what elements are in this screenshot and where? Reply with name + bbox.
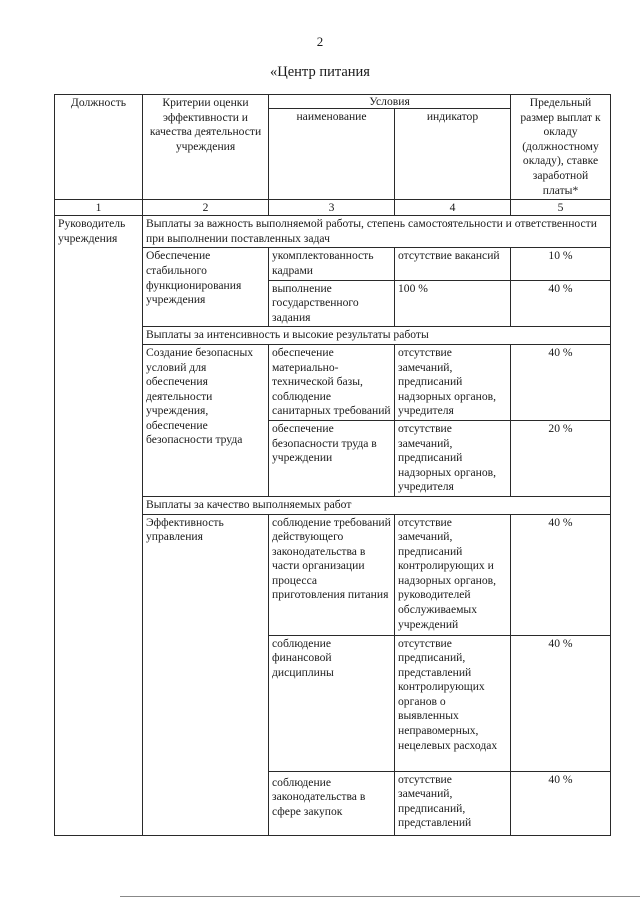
condition-indicator: отсутствие замечаний, предписаний надзорных органов, учредителя xyxy=(395,420,511,496)
condition-name: соблюдение законодательства в сфере закупок xyxy=(269,771,395,835)
limit-value: 40 % xyxy=(511,635,611,771)
header-row xyxy=(55,95,611,109)
column-number: 5 xyxy=(511,200,611,216)
column-numbers-row xyxy=(55,200,611,216)
header-criteria: Критерии оценки эффективности и качества деятельности учреждения xyxy=(143,95,269,200)
limit-value: 40 % xyxy=(511,771,611,835)
limit-value: 20 % xyxy=(511,420,611,496)
limit-value: 40 % xyxy=(511,344,611,420)
column-number: 3 xyxy=(269,200,395,216)
condition-indicator: отсутствие вакансий xyxy=(395,248,511,280)
column-number: 4 xyxy=(395,200,511,216)
condition-name: соблюдение требований действующего законодательства в части организации процесса приготовления питания xyxy=(269,514,395,635)
condition-name: соблюдение финансовой дисциплины xyxy=(269,635,395,771)
condition-indicator: отсутствие предписаний, представлений контролирующих органов о выявленных неправомерных, нецелевых расходах xyxy=(395,635,511,771)
limit-value: 40 % xyxy=(511,514,611,635)
header-indicator: индикатор xyxy=(395,109,511,200)
header-position: Должность xyxy=(55,95,143,200)
condition-indicator: отсутствие замечаний, предписаний, представлений xyxy=(395,771,511,835)
condition-indicator: отсутствие замечаний, предписаний надзорных органов, учредителя xyxy=(395,344,511,420)
section-title: Выплаты за качество выполняемых работ xyxy=(143,496,611,514)
bottom-rule xyxy=(120,896,640,897)
criteria-cell: Обеспечение стабильного функционирования учреждения xyxy=(143,248,269,327)
section-title: Выплаты за интенсивность и высокие результаты работы xyxy=(143,327,611,345)
column-number: 2 xyxy=(143,200,269,216)
document-title: «Центр питания xyxy=(270,64,370,80)
position-cell: Руководитель учреждения xyxy=(55,216,143,835)
header-name: наименование xyxy=(269,109,395,200)
limit-value: 40 % xyxy=(511,280,611,327)
section-title-row xyxy=(55,216,611,248)
criteria-cell: Создание безопасных условий для обеспечения деятельности учреждения, обеспечение безопасности труда xyxy=(143,344,269,496)
condition-name: укомплектованность кадрами xyxy=(269,248,395,280)
condition-indicator: отсутствие замечаний, предписаний контролирующих и надзорных органов, руководителей обслуживаемых учреждений xyxy=(395,514,511,635)
condition-name: выполнение государственного задания xyxy=(269,280,395,327)
condition-name: обеспечение безопасности труда в учреждении xyxy=(269,420,395,496)
header-limit: Предельный размер выплат к окладу (должностному окладу), ставке заработной платы* xyxy=(511,95,611,200)
criteria-table xyxy=(54,94,611,836)
header-conditions: Условия xyxy=(269,95,511,109)
condition-indicator: 100 % xyxy=(395,280,511,327)
page-number: 2 xyxy=(316,34,324,49)
criteria-cell: Эффективность управления xyxy=(143,514,269,835)
column-number: 1 xyxy=(55,200,143,216)
section-title: Выплаты за важность выполняемой работы, степень самостоятельности и ответственности при выполнении поставленных задач xyxy=(143,216,611,248)
limit-value: 10 % xyxy=(511,248,611,280)
condition-name: обеспечение материально-технической базы, соблюдение санитарных требований xyxy=(269,344,395,420)
